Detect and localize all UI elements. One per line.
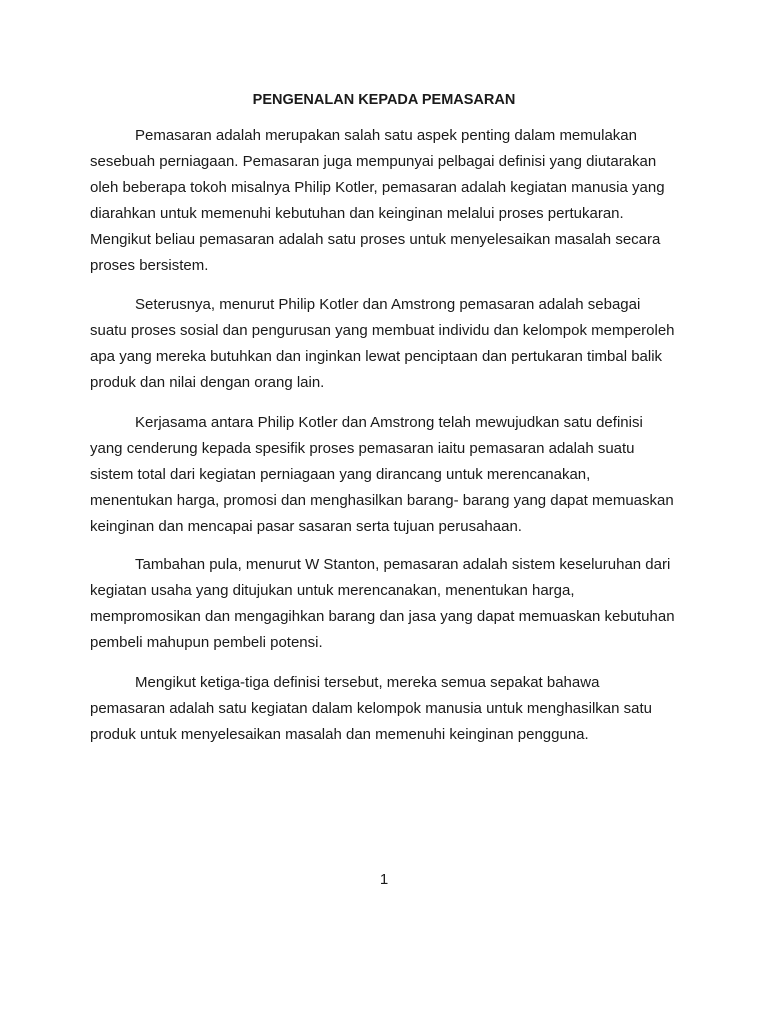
text-line: Tambahan pula, menurut W Stanton, pemasaran adalah sistem keseluruhan dari [135, 556, 671, 573]
text-line: Seterusnya, menurut Philip Kotler dan Amstrong pemasaran adalah sebagai [135, 296, 641, 313]
page-number: 1 [379, 871, 389, 888]
text-line: Mengikut beliau pemasaran adalah satu proses untuk menyelesaikan masalah secara [90, 231, 661, 248]
text-line: proses bersistem. [90, 257, 209, 274]
text-line: sesebuah perniagaan. Pemasaran juga mempunyai pelbagai definisi yang diutarakan [90, 153, 657, 170]
text-line: pemasaran adalah satu kegiatan dalam kelompok manusia untuk menghasilkan satu [90, 700, 653, 717]
text-line: Pemasaran adalah merupakan salah satu aspek penting dalam memulakan [135, 127, 637, 144]
text-line: produk untuk menyelesaikan masalah dan memenuhi keinginan pengguna. [90, 726, 589, 743]
text-line: apa yang mereka butuhkan dan inginkan lewat penciptaan dan pertukaran timbal balik [90, 348, 663, 365]
document-title: PENGENALAN KEPADA PEMASARAN [252, 92, 516, 108]
text-line: diarahkan untuk memenuhi kebutuhan dan keinginan melalui proses pertukaran. [90, 205, 624, 222]
text-line: pembeli mahupun pembeli potensi. [90, 634, 323, 651]
paragraph-1 [90, 123, 665, 279]
text-line: oleh beberapa tokoh misalnya Philip Kotler, pemasaran adalah kegiatan manusia yang [90, 179, 665, 196]
text-line: mempromosikan dan mengagihkan barang dan jasa yang dapat memuaskan kebutuhan [90, 608, 675, 625]
text-line: kegiatan usaha yang ditujukan untuk merencanakan, menentukan harga, [90, 582, 575, 599]
text-line: menentukan harga, promosi dan menghasilkan barang- barang yang dapat memuaskan [90, 492, 674, 509]
text-line: Mengikut ketiga-tiga definisi tersebut, mereka semua sepakat bahawa [135, 674, 600, 691]
paragraph-2 [90, 292, 675, 396]
text-line: suatu proses sosial dan pengurusan yang membuat individu dan kelompok memperoleh [90, 322, 675, 339]
text-line: yang cenderung kepada spesifik proses pemasaran iaitu pemasaran adalah suatu [90, 440, 635, 457]
text-line: Kerjasama antara Philip Kotler dan Amstrong telah mewujudkan satu definisi [135, 414, 643, 431]
text-line: sistem total dari kegiatan perniagaan yang dirancang untuk merencanakan, [90, 466, 591, 483]
paragraph-4 [90, 552, 675, 656]
text-line: keinginan dan mencapai pasar sasaran serta tujuan perusahaan. [90, 518, 522, 535]
paragraph-5 [90, 670, 652, 748]
paragraph-3 [90, 410, 674, 540]
text-line: produk dan nilai dengan orang lain. [90, 374, 325, 391]
